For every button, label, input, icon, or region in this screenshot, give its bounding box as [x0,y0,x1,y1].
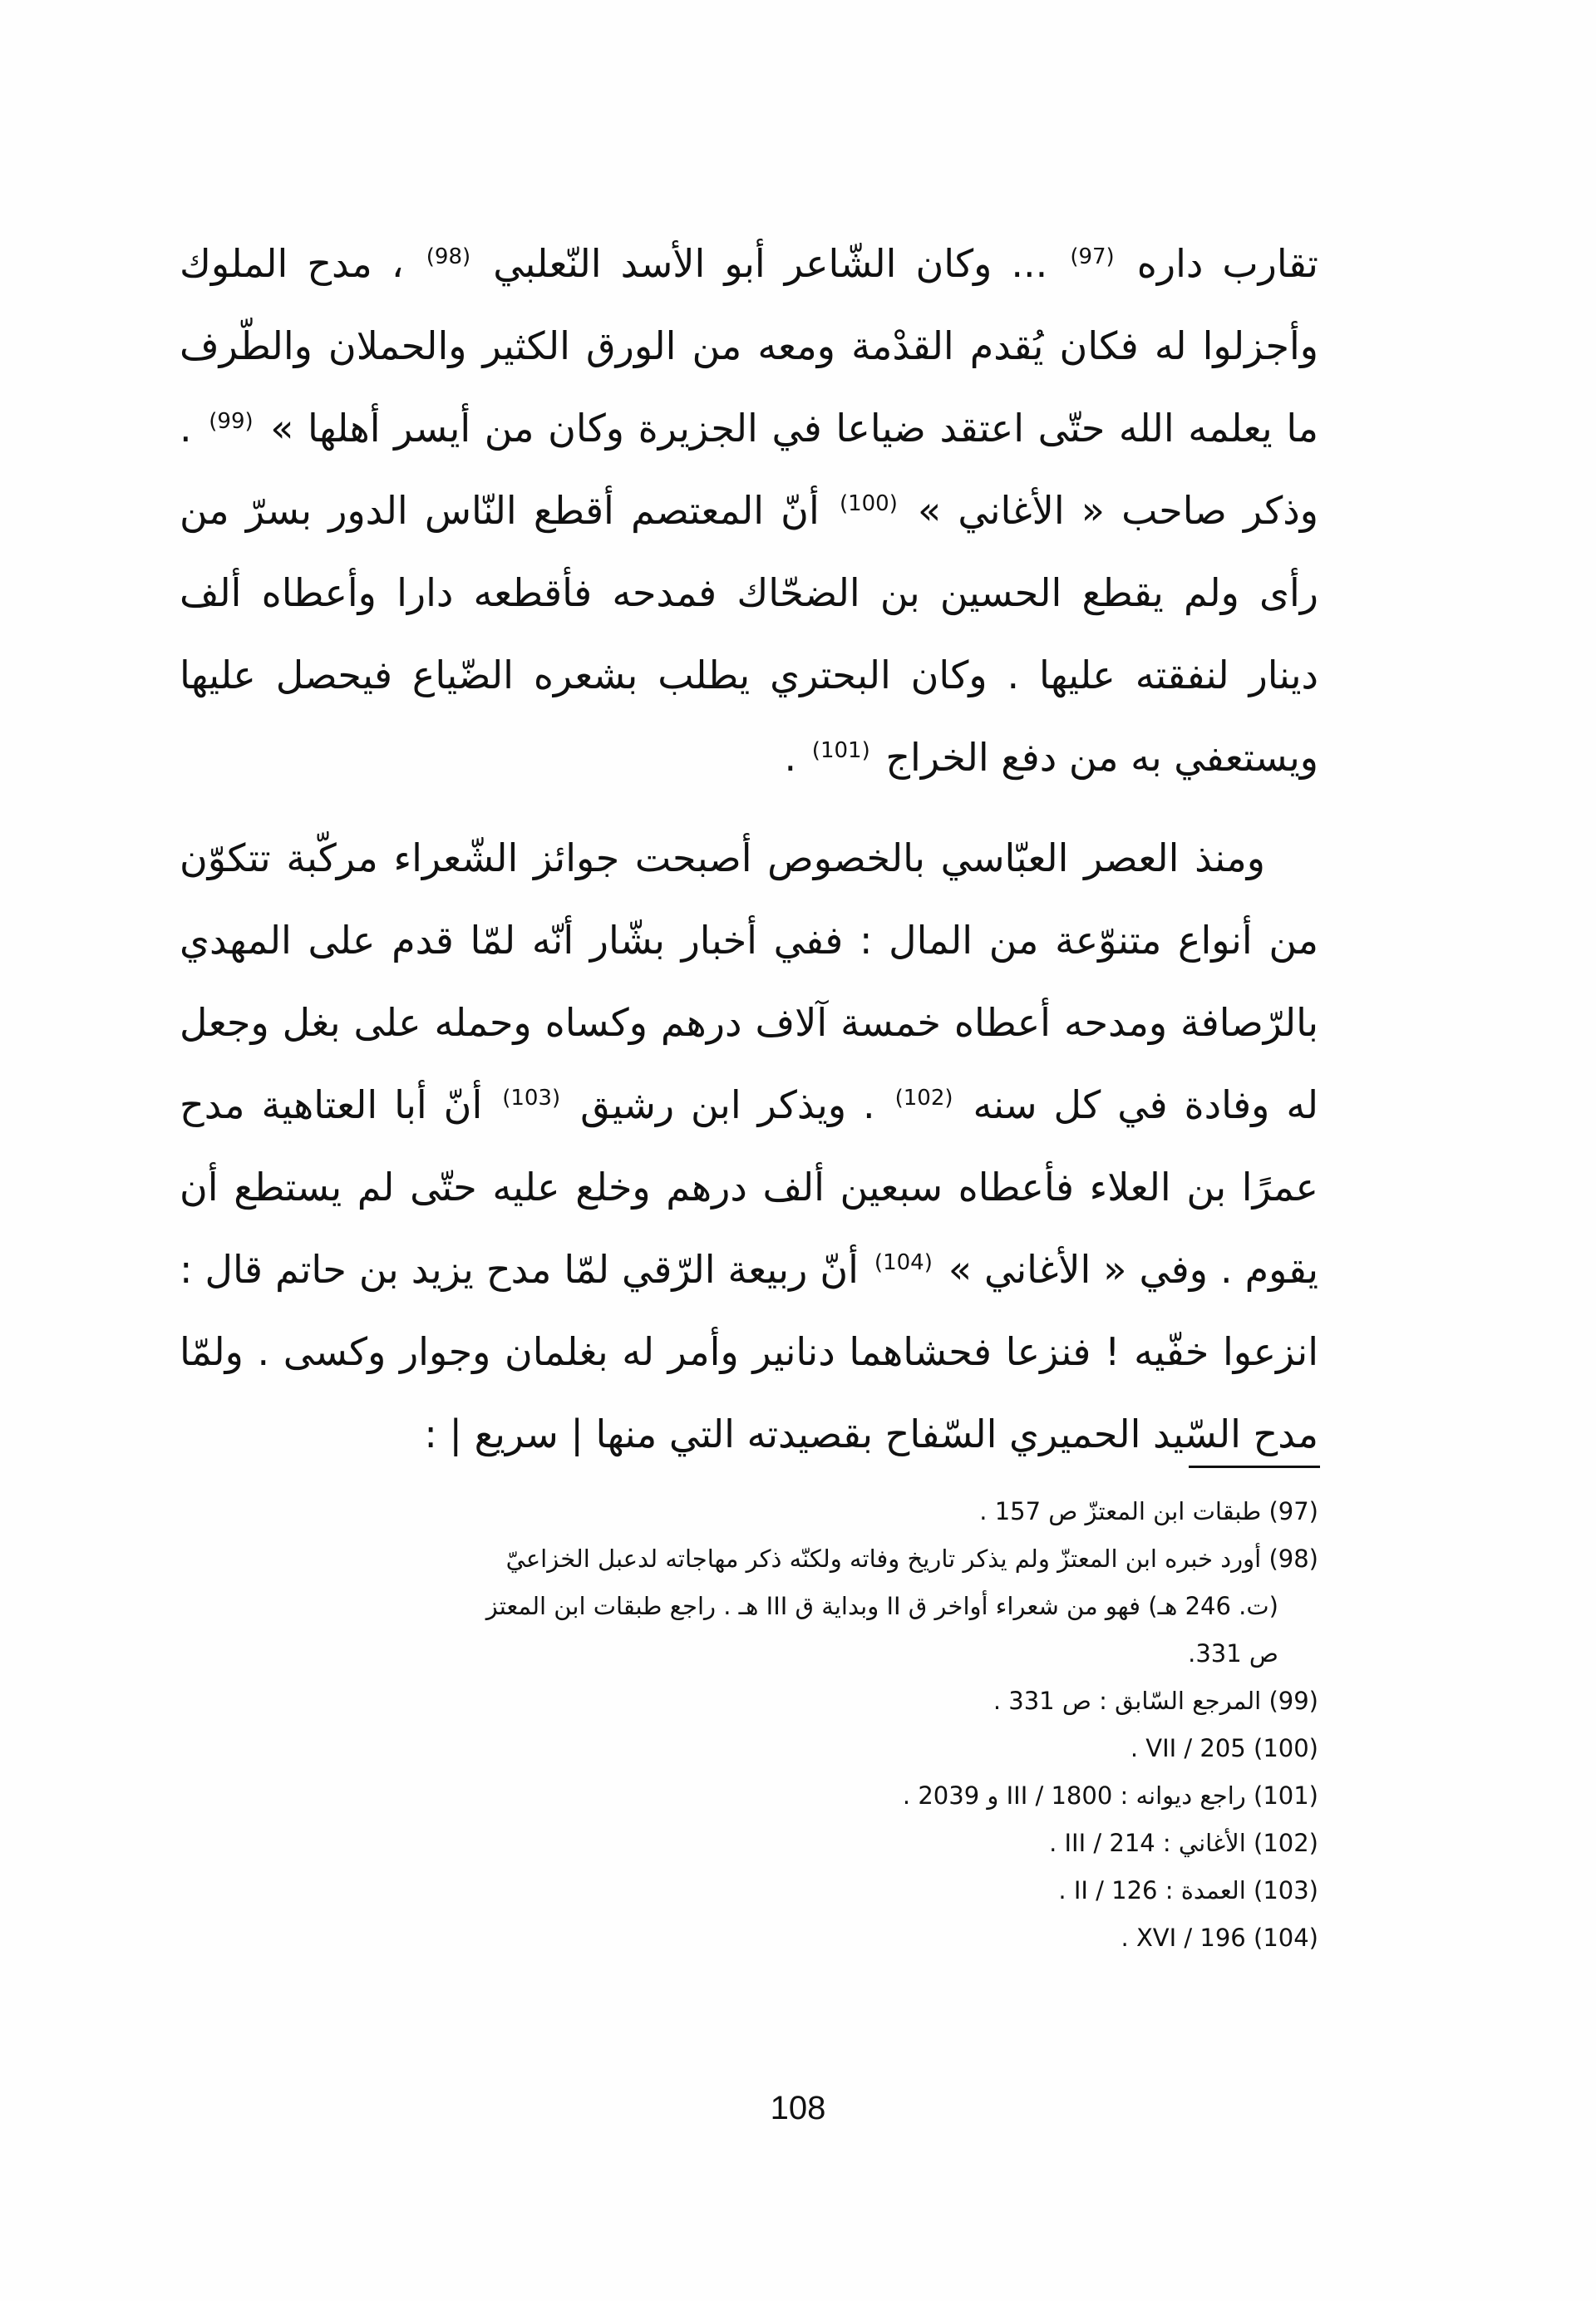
footnote-line: (98) أورد خبره ابن المعتزّ ولم يذكر تاريخ وفاته ولكنّه ذكر مهاجاته لدعبل الخزاعيّ [505,1545,1318,1573]
footnote-line: (100) VII / 205 . [1130,1734,1318,1762]
footnote-line: (97) طبقات ابن المعتزّ ص 157 . [979,1497,1318,1525]
footnote-ref: (100) [839,490,898,516]
text-run: . وذكر صاحب « الأغاني » [180,406,1318,533]
text-run: أنّ أبا العتاهية مدح عمرًا بن العلاء فأعطاه سبعين ألف درهم وخلع عليه حتّى لم يستطع أن يقوم . وفي « الأغاني » [180,1082,1318,1292]
footnote-line: (ت. 246 هـ) فهو من شعراء أواخر ق II وبداية ق III هـ . راجع طبقات ابن المعتز [485,1592,1278,1620]
footnote-ref: (99) [209,408,254,434]
text-run: ... وكان الشّاعر أبو الأسد النّعلبي [474,241,1067,286]
footnote-ref: (98) [426,244,471,269]
text-run: ، مدح الملوك وأجزلوا له فكان يُقدم القدْمة ومعه من الورق الكثير والحملان والطّرف ما يعلمه الله حتّى اعتقد ضياعا في الجزيرة وكان من أيسر أهلها » [180,241,1319,451]
body-paragraph [180,817,1318,1476]
page-number: 108 [770,2090,826,2126]
footnote-line: ص 331. [1188,1639,1278,1668]
text-run: . [784,735,809,780]
footnote-separator [1189,1466,1320,1468]
footnote-line: (104) XVI / 196 . [1121,1924,1318,1952]
footnote-line: (101) راجع ديوانه : III / 1800 و 2039 . [902,1781,1318,1810]
text-run: أنّ المعتصم أقطع النّاس الدور بسرّ من رأى ولم يقطع الحسين بن الضحّاك فمدحه فأقطعه دارا وأعطاه ألف دينار لنفقته عليها . وكان البحتري يطلب بشعره الضّياع فيحصل عليها ويستعفي به من دفع الخراج [180,488,1318,780]
footnote-ref: (101) [811,737,870,763]
text-run: أنّ ربيعة الرّقي لمّا مدح يزيد بن حاتم قال : انزعوا خفّيه ! فنزعا فحشاهما دنانير وأمر له بغلمان وجوار وكسى . ولمّا مدح السّيد الحميري السّفاح بقصيدته التي منها | سريع | : [180,1247,1318,1456]
footnote-ref: (104) [874,1249,933,1275]
footnote-ref: (97) [1070,244,1115,269]
footnote-ref: (103) [502,1085,561,1111]
footnote-line: (99) المرجع السّابق : ص 331 . [993,1687,1318,1715]
footnote-line: (103) العمدة : II / 126 . [1058,1876,1318,1904]
footnote-ref: (102) [894,1085,953,1111]
footnote-line: (102) الأغاني : III / 214 . [1049,1829,1318,1857]
main-text-block [180,223,1318,1476]
text-run: ومنذ العصر العبّاسي بالخصوص أصبحت جوائز الشّعراء مركّبة تتكوّن من أنواع متنوّعة من المال : ففي أخبار بشّار أنّه لمّا قدم على المهدي بالرّصافة ومدحه أعطاه خمسة آلاف درهم وكساه وحمله على بغل وجعل له وفادة في كل سنه [180,835,1318,1127]
body-paragraph [180,223,1318,799]
footnotes-block [180,1488,1318,1962]
text-run: . ويذكر ابن رشيق [564,1082,892,1127]
text-run: تقارب داره [1117,241,1318,286]
